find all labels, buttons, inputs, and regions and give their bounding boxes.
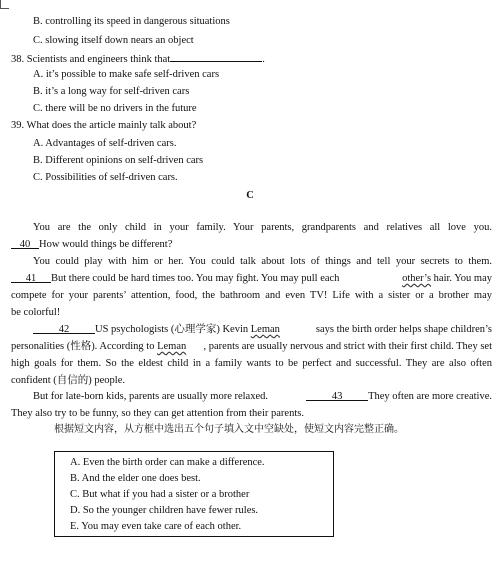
passage-p4-line1-right <box>306 390 492 403</box>
q37-option-b: B. controlling its speed in dangerous situations <box>33 16 230 27</box>
q39-option-b: B. Different opinions on self-driven cars <box>33 155 204 166</box>
passage-p2-line1: You could play with him or her. You could talk about lots of things and tell your secrets to them. <box>33 256 492 267</box>
passage-p2-line2b: other’s <box>402 273 432 284</box>
passage-p4-line2: They also try to be funny, so they can get attention from their parents. <box>11 408 304 419</box>
passage-p1-line2 <box>11 238 172 251</box>
q38-stem-end: . <box>262 54 265 65</box>
passage-p3-line2-left <box>11 340 186 353</box>
q38-option-b: B. it’s a long way for self-driven cars <box>33 86 190 97</box>
passage-p2-line4: be colorful! <box>11 307 61 318</box>
q38-stem-text: 38. Scientists and engineers think that <box>11 54 171 65</box>
passage-p3-line1-left <box>33 323 280 336</box>
passage-p3-line1b: Leman <box>250 324 280 335</box>
section-heading: C <box>246 190 254 201</box>
q38-option-c: C. there will be no drivers in the future <box>33 103 197 114</box>
passage-p2-line2-right <box>402 272 492 285</box>
option-a: A. Even the birth order can make a difference. <box>70 457 265 468</box>
blank-43[interactable]: 43 <box>306 390 368 401</box>
blank-41[interactable]: 41 <box>11 272 51 283</box>
passage-p2-line2 <box>11 272 492 285</box>
q39-option-c: C. Possibilities of self-driven cars. <box>33 172 178 183</box>
passage-p2-line2a: But there could be hard times too. You may fight. You may pull each <box>51 273 340 284</box>
option-c: C. But what if you had a sister or a brother <box>70 489 250 500</box>
passage-p3-line1 <box>33 323 492 336</box>
page-corner-mark <box>0 0 9 9</box>
q39-stem: 39. What does the article mainly talk about? <box>11 120 197 131</box>
passage-p3-line1c: says the birth order helps shape children’s <box>315 324 492 335</box>
blank-40[interactable]: 40 <box>11 238 39 249</box>
passage-p4-line1 <box>33 390 492 403</box>
passage-p3-line2a: personalities (性格). According to <box>11 341 155 352</box>
passage-p3-line2b: Leman <box>157 341 187 352</box>
passage-p3-line1a: US psychologists (心理学家) Kevin <box>95 324 249 335</box>
passage-p2-line2-left <box>11 272 339 285</box>
passage-p3-line2 <box>11 340 492 353</box>
q37-option-c: C. slowing itself down nears an object <box>33 35 194 46</box>
passage-p2-line2c: hair. You may <box>433 273 492 284</box>
passage-p3-line2c: , parents are usually nervous and strict with their first child. They set <box>203 341 492 352</box>
q38-stem <box>11 51 265 66</box>
passage-p3-line4: confident (自信的) people. <box>11 375 126 386</box>
q38-answer-blank[interactable] <box>170 51 262 62</box>
passage-p3-line3: high goals for them. So the eldest child in a family wants to be perfect and successful. They are also often <box>11 358 492 369</box>
options-box <box>54 451 334 537</box>
passage-p1-text: How would things be different? <box>39 239 173 250</box>
passage-p1-line1: You are the only child in your family. Your parents, grandparents and relatives all love you. <box>33 222 492 233</box>
instruction-text: 根据短文内容，从方框中选出五个句子填入文中空缺处，使短文内容完整正确。 <box>54 424 404 435</box>
option-d: D. So the younger children have fewer rules. <box>70 505 259 516</box>
q39-option-a: A. Advantages of self-driven cars. <box>33 138 177 149</box>
blank-42[interactable]: 42 <box>33 323 95 334</box>
option-e: E. You may even take care of each other. <box>70 521 242 532</box>
passage-p2-line3: compete for your parents’ attention, food, the bathroom and even TV! Life with a sister or a brother may <box>11 290 492 301</box>
passage-p4-line1b: They often are more creative. <box>368 391 492 402</box>
option-b: B. And the elder one does best. <box>70 473 201 484</box>
q38-option-a: A. it’s possible to make safe self-driven cars <box>33 69 220 80</box>
passage-p4-line1a: But for late-born kids, parents are usually more relaxed. <box>33 391 269 402</box>
